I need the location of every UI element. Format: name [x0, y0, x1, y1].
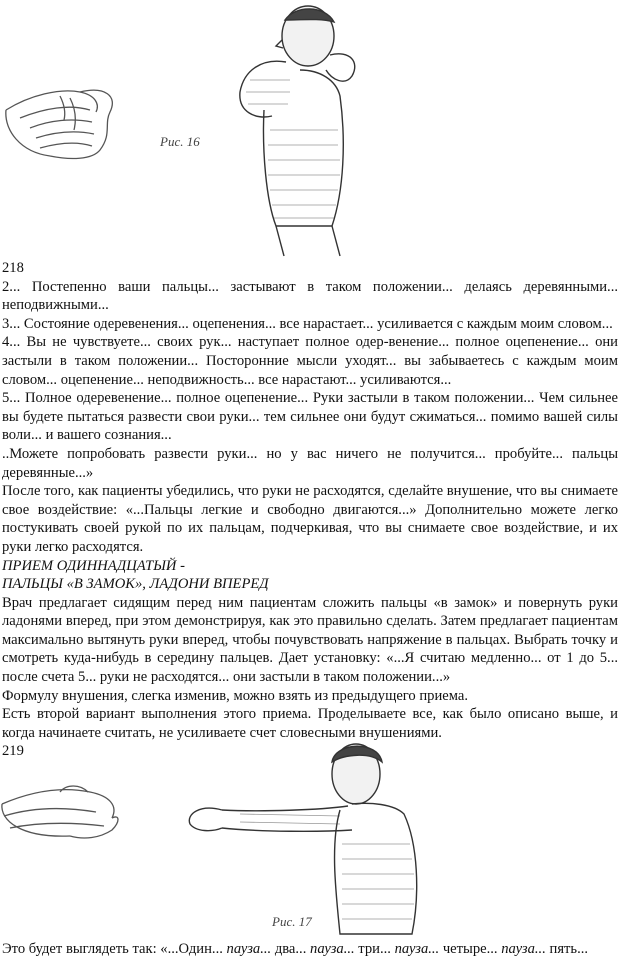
paragraph: Есть второй вариант выполнения этого приема. Проделываете все, как было описано выше, и когда начинаете считать, не усиливаете счет словесными внушениями.: [2, 706, 618, 741]
paragraph: Формулу внушения, слегка изменив, можно взять из предыдущего приема.: [2, 687, 469, 704]
count-five: пять...: [549, 941, 589, 957]
paragraph: Врач предлагает сидящим перед ним пациентам сложить пальцы «в замок» и повернуть руки ладонями вперед, при этом демонстрируя, как это правильно сделать. Затем предлагает пациентам максимально вытянуть руки вперед, чтобы почувствовать напряжение в пальцах. Выбрать точку и смотреть куда-нибудь в середину пальцев. Дает установку: «...Я считаю медленно... от 1 до 5... после счета 5... руки не расходятся... они застыли в таком положении...»: [2, 594, 618, 686]
figure-16-drawing: [0, 0, 620, 258]
figure-16-caption: Рис. 16: [160, 134, 200, 149]
section-heading-line1: ПРИЕМ ОДИННАДЦАТЫЙ -: [2, 557, 185, 574]
count-three: три...: [358, 941, 391, 957]
pause-word: пауза...: [394, 941, 440, 957]
pause-word: пауза...: [501, 941, 546, 957]
paragraph: 4... Вы не чувствуете... своих рук... наступает полное одер-венение... полное оцепенение... они застыли в таком положении... Посторонние мысли уходят... вы забываетесь с каждым моим словом... оцепенение... неподвижность... все нарастают... усиливаются...: [2, 334, 618, 388]
figure-17-drawing: [0, 734, 620, 938]
paragraph: 3... Состояние одеревенения... оцепенения... все нарастает... усиливается с каждым моим словом...: [2, 315, 613, 332]
count-four: четыре...: [442, 941, 498, 957]
final-line-lead: Это будет выглядеть так: «...Один...: [2, 941, 223, 957]
paragraph: 2... Постепенно ваши пальцы... застывают в таком положении... делаясь деревянными... неподвижными...: [2, 278, 618, 314]
paragraph: После того, как пациенты убедились, что руки не расходятся, сделайте внушение, что вы снимаете свое воздействие: «...Пальцы легкие и свободно двигаются...» Дополнительно можете легко постукивать своей рукой по их пальцам, подчеркивая, что вы снимаете свое воздействие, и их руки легко расходятся.: [2, 483, 618, 555]
figure-16: [0, 0, 620, 258]
pause-word: пауза...: [310, 941, 355, 957]
section-heading-line2: ПАЛЬЦЫ «В ЗАМОК», ЛАДОНИ ВПЕРЕД: [2, 576, 269, 593]
figure-17: [0, 734, 620, 938]
count-two: два...: [274, 941, 307, 957]
page-number: 218: [2, 260, 24, 276]
text-block: [2, 259, 618, 761]
pause-word: пауза...: [226, 941, 272, 957]
final-line: [2, 940, 618, 959]
paragraph: ..Можете попробовать развести руки... но у вас ничего не получится... пробуйте... пальцы деревянные...»: [2, 445, 618, 481]
paragraph: 5... Полное одеревенение... полное оцепенение... Руки застыли в таком положении... Чем сильнее вы будете пытаться развести свои руки... тем сильнее они будут сжиматься... помимо вашей силы воли... и вашего сознания...: [2, 390, 618, 444]
page-number: 219: [2, 743, 24, 760]
figure-17-caption: Рис. 17: [272, 914, 312, 929]
